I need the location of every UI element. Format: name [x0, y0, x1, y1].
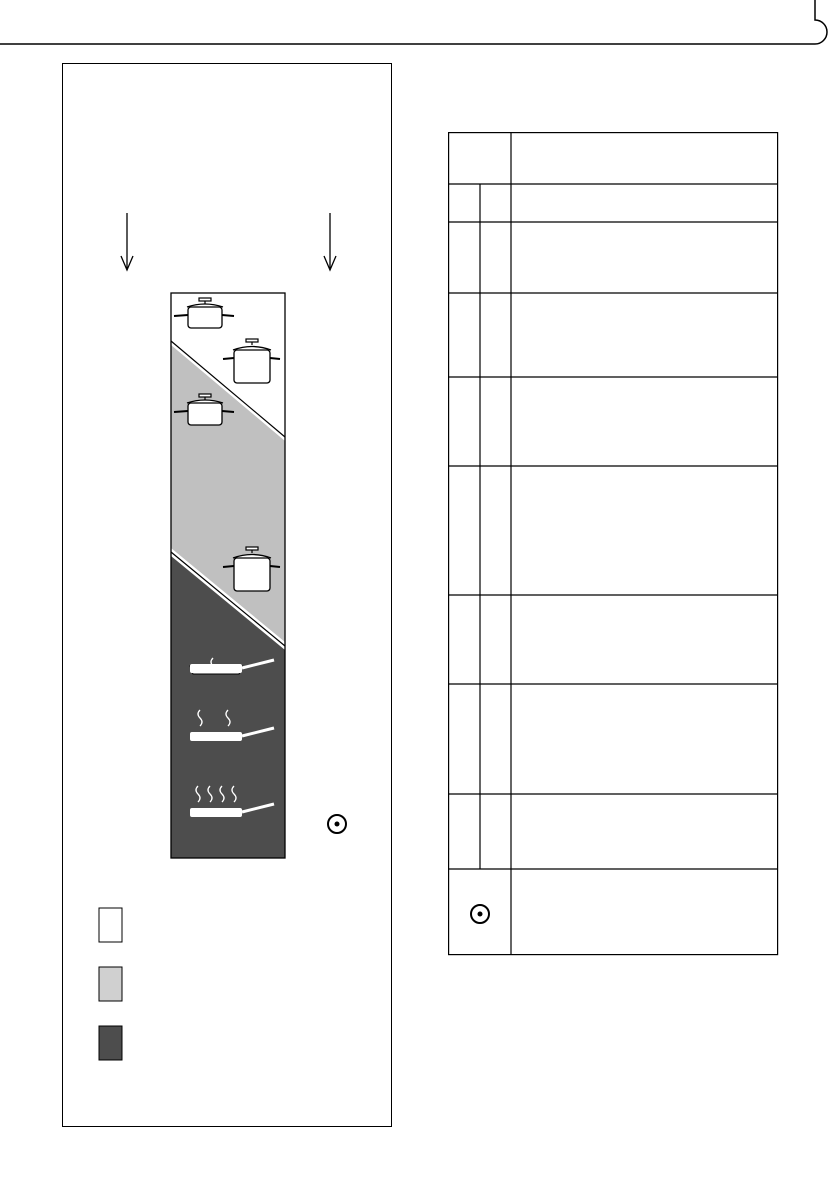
- dot-in-circle-icon: [471, 905, 489, 923]
- heat-setting-table: [448, 132, 780, 958]
- legend-swatch-dark-grey: [99, 1026, 122, 1060]
- legend-swatch-light-grey: [99, 967, 122, 1001]
- dot-in-circle-icon: [328, 815, 346, 833]
- legend-swatch-white: [99, 908, 122, 942]
- down-arrow-icon: [324, 213, 336, 270]
- down-arrow-icon: [121, 213, 133, 270]
